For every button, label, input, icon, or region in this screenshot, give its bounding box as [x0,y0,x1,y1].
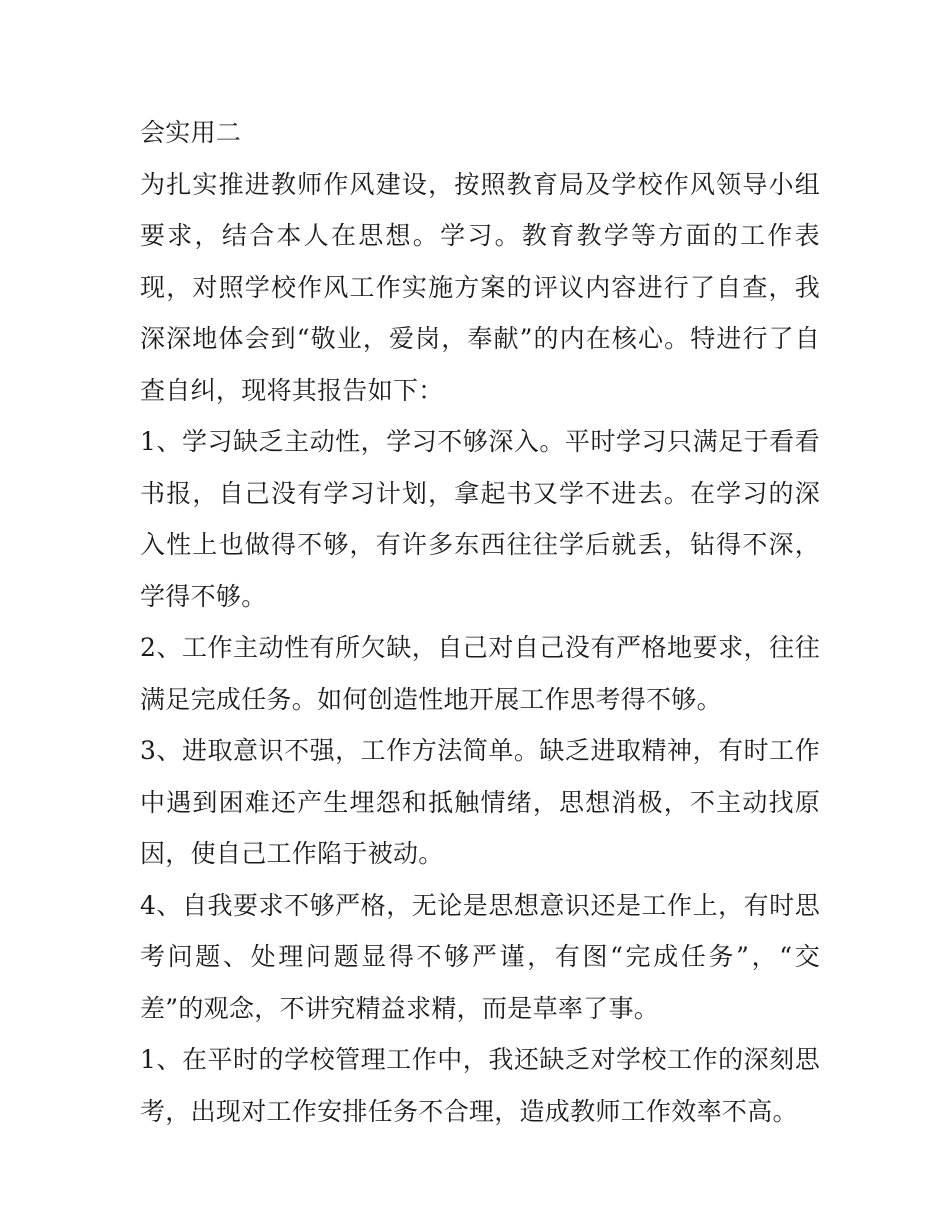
paragraph-item-5: 1、在平时的学校管理工作中，我还缺乏对学校工作的深刻思考，出现对工作安排任务不合理，造成教师工作效率不高。 [140,1045,820,1126]
paragraph-intro: 为扎实推进教师作风建设，按照教育局及学校作风领导小组要求，结合本人在思想。学习。教育教学等方面的工作表现，对照学校作风工作实施方案的评议内容进行了自查，我深深地体会到“敬业，爱岗，奉献”的内在核心。特进行了自查自纠，现将其报告如下： [140,169,820,405]
paragraph-item-2: 2、工作主动性有所欠缺，自己对自己没有严格地要求，往往满足完成任务。如何创造性地开展工作思考得不够。 [140,633,820,714]
document-body [140,107,820,1137]
paragraph-item-3: 3、进取意识不强，工作方法简单。缺乏进取精神，有时工作中遇到困难还产生埋怨和抵触情绪，思想消极，不主动找原因，使自己工作陷于被动。 [140,736,820,868]
document-title: 会实用二 [140,118,242,147]
paragraph-item-1: 1、学习缺乏主动性，学习不够深入。平时学习只满足于看看书报，自己没有学习计划，拿起书又学不进去。在学习的深入性上也做得不够，有许多东西往往学后就丢，钻得不深，学得不够。 [140,427,820,611]
paragraph-item-4: 4、自我要求不够严格，无论是思想意识还是工作上，有时思考问题、处理问题显得不够严谨，有图“完成任务”，“交差”的观念，不讲究精益求精，而是草率了事。 [140,890,820,1023]
